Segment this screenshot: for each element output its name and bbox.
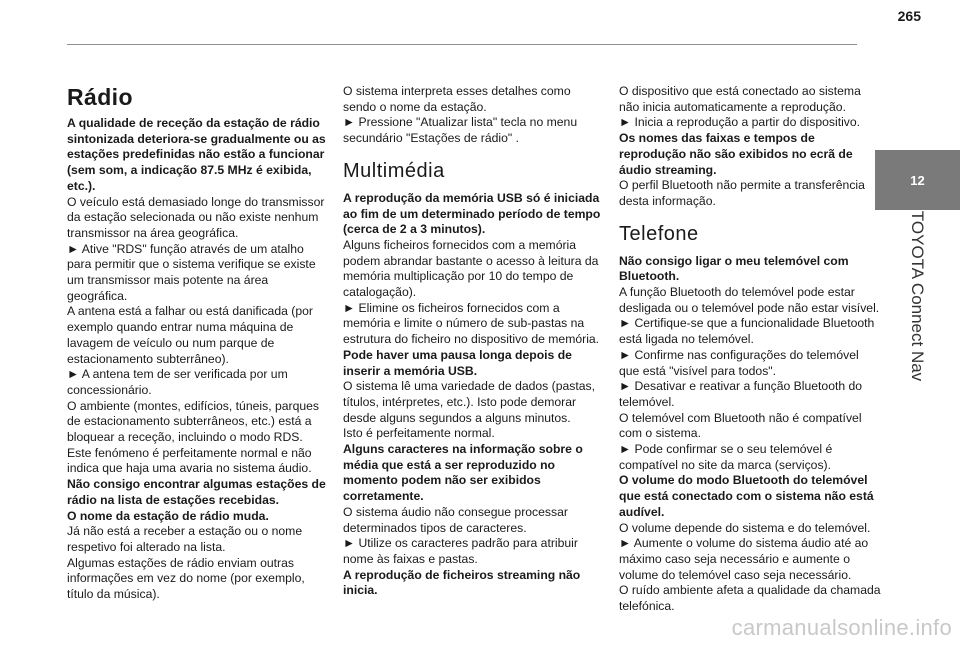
body-paragraph: A função Bluetooth do telemóvel pode estar desligada ou o telemóvel pode não estar visível. — [619, 285, 880, 315]
body-paragraph: ► Utilize os caracteres padrão para atribuir nome às faixas e pastas. — [343, 536, 578, 566]
chapter-tab-number: 12 — [910, 172, 925, 188]
watermark: carmanualsonline.info — [731, 615, 952, 640]
question-heading: A reprodução de ficheiros streaming não inicia. — [343, 567, 581, 598]
section-heading-multimedia: Multimédia — [343, 159, 445, 182]
body-paragraph: ► Aumente o volume do sistema áudio até ao máximo caso seja necessário e aumente o volume do telemóvel caso seja necessário. — [619, 536, 869, 582]
body-paragraph: O sistema áudio não consegue processar determinados tipos de caracteres. — [343, 504, 568, 535]
body-paragraph: Isto é perfeitamente normal. — [343, 426, 495, 441]
body-paragraph: O sistema interpreta esses detalhes como sendo o nome da estação. — [343, 84, 571, 114]
body-paragraph: ► Certifique-se que a funcionalidade Bluetooth está ligada no telemóvel. — [619, 316, 875, 347]
body-paragraph: O sistema lê uma variedade de dados (pastas, títulos, intérpretes, etc.). Isto pode demorar desde alguns segundos a alguns minutos. — [343, 379, 596, 425]
question-heading: O nome da estação de rádio muda. — [67, 508, 269, 523]
body-paragraph: O ambiente (montes, edifícios, túneis, parques de estacionamento subterrâneos, etc.) está a bloquear a receção, incluindo o modo RDS. — [67, 398, 320, 445]
question-heading: Pode haver uma pausa longa depois de inserir a memória USB. — [343, 347, 572, 378]
body-paragraph: Algumas estações de rádio enviam outras informações em vez do nome (por exemplo, título da música). — [67, 555, 305, 602]
body-paragraph: O telemóvel com Bluetooth não é compatível com o sistema. — [619, 410, 862, 441]
question-heading: Não consigo encontrar algumas estações de rádio na lista de estações recebidas. — [67, 477, 326, 507]
body-paragraph: ► A antena tem de ser verificada por um concessionário. — [67, 367, 288, 397]
multimedia-intro — [343, 84, 605, 147]
section-heading-telephone: Telefone — [619, 222, 699, 245]
body-paragraph: O veículo está demasiado longe do transmissor da estação selecionada ou não existe nenhum transmissor na área geográfica. — [67, 194, 325, 240]
column-multimedia — [343, 84, 605, 599]
page-number: 265 — [897, 8, 921, 24]
body-paragraph: Este fenómeno é perfeitamente normal e não indica que haja uma avaria no sistema áudio. — [67, 445, 312, 476]
header-divider — [67, 44, 857, 45]
body-paragraph: O ruído ambiente afeta a qualidade da chamada telefónica. — [619, 583, 881, 614]
body-paragraph: ► Confirme nas configurações do telemóvel que está "visível para todos". — [619, 347, 859, 378]
body-paragraph: Já não está a receber a estação ou o nome respetivo foi alterado na lista. — [67, 524, 303, 554]
chapter-title: TOYOTA Connect Nav — [908, 210, 927, 382]
column-telephone — [619, 84, 881, 615]
body-paragraph: Alguns ficheiros fornecidos com a memória podem abrandar bastante o acesso à leitura da memória multiplicação por 10 do tempo de catalogação). — [343, 237, 599, 300]
question-heading: Os nomes das faixas e tempos de reprodução não são exibidos no ecrã de áudio streaming. — [619, 131, 853, 177]
section-heading-radio: Rádio — [67, 84, 133, 110]
chapter-tab — [875, 150, 960, 210]
column-radio — [67, 84, 329, 603]
question-heading: Alguns caracteres na informação sobre o média que está a ser reproduzido no momento podem não ser exibidos corretamente. — [343, 442, 583, 504]
body-paragraph: O dispositivo que está conectado ao sistema não inicia automaticamente a reprodução. — [619, 84, 861, 114]
question-heading: A qualidade de receção da estação de rádio sintonizada deteriora-se gradualmente ou as estações predefinidas não estão a funcionar (sem som, a indicação 87.5 MHz é exibida, etc.). — [67, 116, 326, 193]
body-paragraph: A antena está a falhar ou está danificada (por exemplo quando entrar numa máquina de lavagem de veículo ou num parque de estacionamento subterrâneo). — [67, 304, 313, 366]
radio-body — [67, 116, 329, 603]
body-paragraph: O volume depende do sistema e do telemóvel. — [619, 520, 871, 535]
body-paragraph: ► Pressione "Atualizar lista" tecla no menu secundário "Estações de rádio" . — [343, 115, 578, 146]
body-paragraph: ► Inicia a reprodução a partir do dispositivo. — [619, 115, 861, 130]
body-paragraph: O perfil Bluetooth não permite a transferência desta informação. — [619, 178, 865, 208]
multimedia-body — [343, 191, 605, 599]
question-heading: Não consigo ligar o meu telemóvel com Bluetooth. — [619, 253, 849, 284]
body-paragraph: ► Pode confirmar se o seu telemóvel é compatível no site da marca (serviços). — [619, 442, 833, 472]
question-heading: A reprodução da memória USB só é iniciada ao fim de um determinado período de tempo (cerca de 2 a 3 minutos). — [343, 190, 601, 237]
telephone-body — [619, 254, 881, 615]
body-paragraph: ► Desativar e reativar a função Bluetooth do telemóvel. — [619, 379, 863, 409]
body-paragraph: ► Ative "RDS" função através de um atalho para permitir que o sistema verifique se existe um transmissor mais potente na área geográfica. — [67, 241, 316, 303]
body-paragraph: ► Elimine os ficheiros fornecidos com a memória e limite o número de sub-pastas na estrutura do ficheiro no dispositivo de memória. — [343, 300, 600, 347]
question-heading: O volume do modo Bluetooth do telemóvel que está conectado com o sistema não está audível. — [619, 473, 874, 519]
telephone-intro — [619, 84, 881, 210]
